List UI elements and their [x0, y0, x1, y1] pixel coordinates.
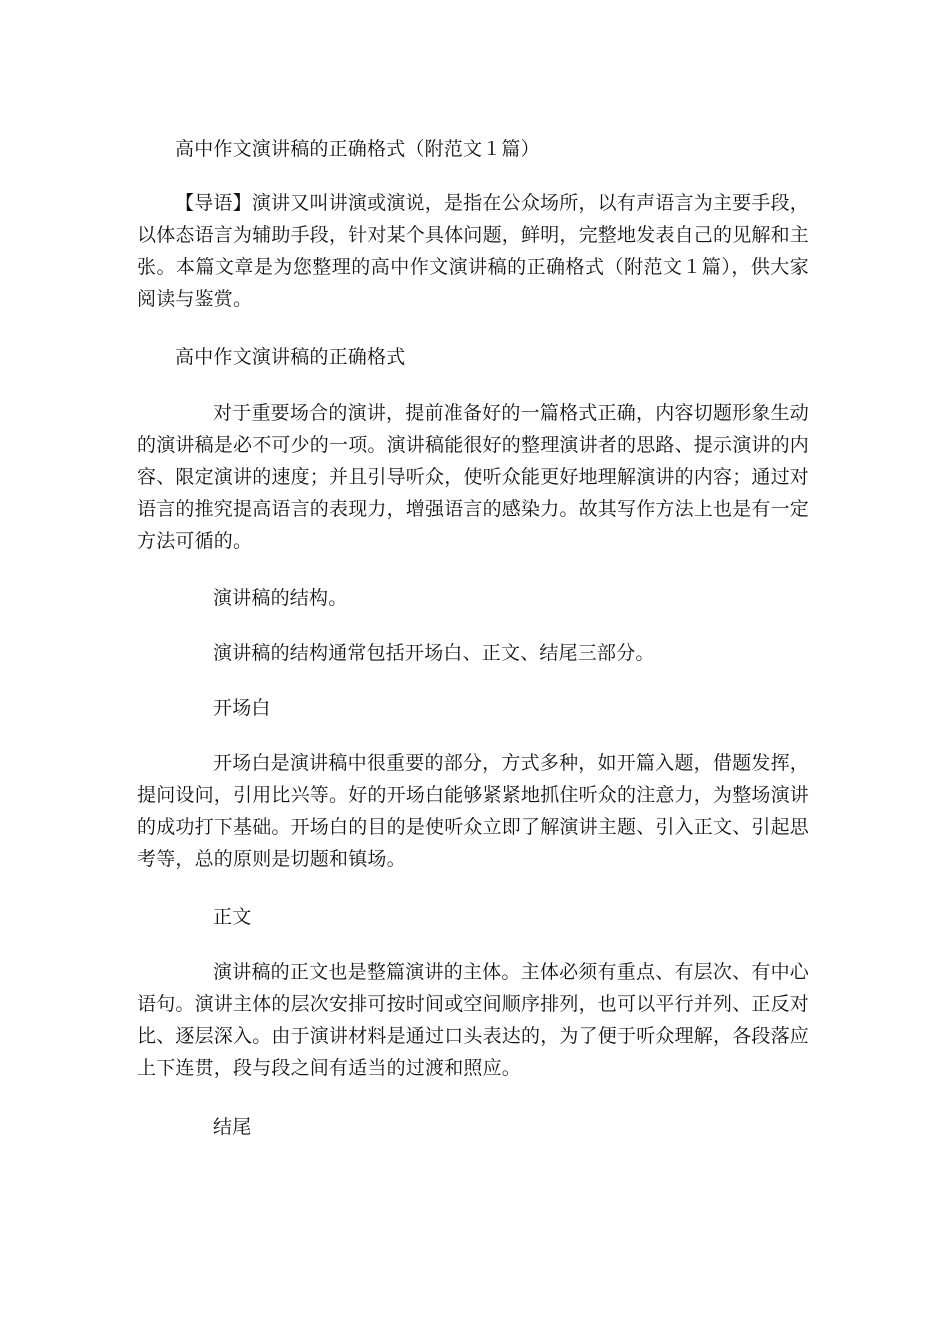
opening-paragraph: 开场白是演讲稿中很重要的部分，方式多种，如开篇入题，借题发挥，提问设问，引用比兴等。好的开场白能够紧紧地抓住听众的注意力，为整场演讲的成功打下基础。开场白的目的是使听众立即了解演讲主题、引入正文、引起思考等，总的原则是切题和镇场。 — [137, 752, 810, 870]
body-paragraph: 演讲稿的正文也是整篇演讲的主体。主体必须有重点、有层次、有中心语句。演讲主体的层次安排可按时间或空间顺序排列，也可以平行并列、正反对比、逐层深入。由于演讲材料是通过口头表达的，为了便于听众理解，各段落应上下连贯，段与段之间有适当的过渡和照应。 — [137, 961, 810, 1079]
opening-heading: 开场白 — [213, 697, 271, 719]
ending-heading: 结尾 — [213, 1116, 252, 1138]
body-heading: 正文 — [213, 906, 252, 928]
document-title: 高中作文演讲稿的正确格式（附范文１篇） — [175, 138, 540, 160]
intro-paragraph: 【导语】演讲又叫讲演或演说，是指在公众场所，以有声语言为主要手段，以体态语言为辅助手段，针对某个具体问题，鲜明，完整地发表自己的见解和主张。本篇文章是为您整理的高中作文演讲稿的正确格式（附范文１篇），供大家阅读与鉴赏。 — [137, 192, 810, 310]
section-heading: 高中作文演讲稿的正确格式 — [175, 346, 406, 368]
structure-heading: 演讲稿的结构。 — [213, 587, 348, 609]
importance-paragraph: 对于重要场合的演讲，提前准备好的一篇格式正确，内容切题形象生动的演讲稿是必不可少的一项。演讲稿能很好的整理演讲者的思路、提示演讲的内容、限定演讲的速度；并且引导听众，使听众能更好地理解演讲的内容；通过对语言的推究提高语言的表现力，增强语言的感染力。故其写作方法上也是有一定方法可循的。 — [137, 402, 810, 552]
structure-paragraph: 演讲稿的结构通常包括开场白、正文、结尾三部分。 — [213, 642, 655, 664]
